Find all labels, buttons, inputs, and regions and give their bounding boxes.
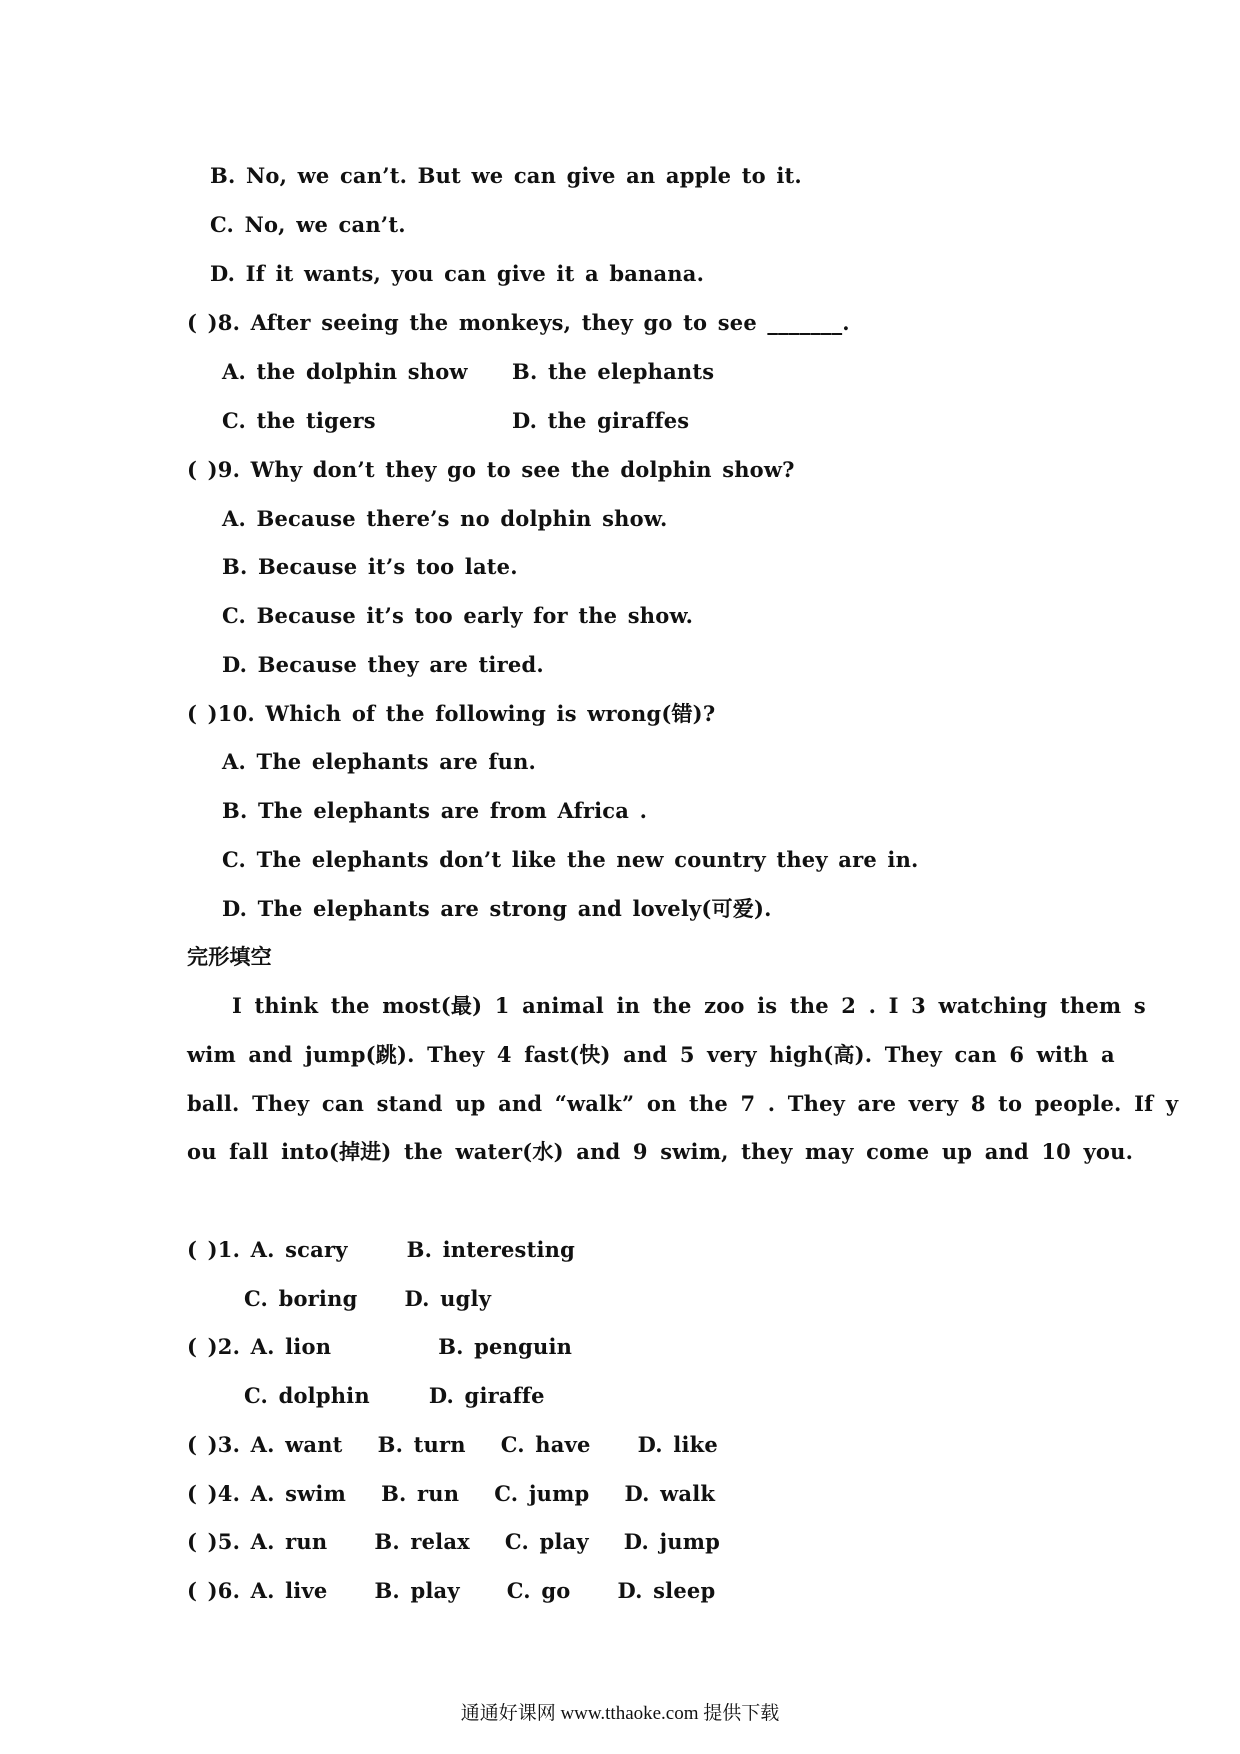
cloze-q5-option-b: B. relax [374,1529,470,1554]
cloze-passage-line: ou fall into(掉进) the water(水) and 9 swim, they may come up and 10 you. [187,1139,1134,1164]
cloze-q3-option-d: D. like [637,1432,718,1457]
q8-option-a: A. the dolphin show [222,359,468,384]
cloze-q6-option-c: C. go [506,1578,571,1603]
q7-option-b: B. No, we can’t. But we can give an apple to it. [210,163,802,188]
cloze-q1-option-d: D. ugly [404,1286,492,1311]
q10-option-d: D. The elephants are strong and lovely(可爱). [222,896,772,921]
cloze-q2-stem: ( )2. A. lion [187,1334,332,1359]
q9-option-a: A. Because there’s no dolphin show. [222,506,668,531]
cloze-q2-option-d: D. giraffe [428,1383,545,1408]
cloze-q2-more [244,1383,545,1409]
cloze-heading: 完形填空 [187,944,272,969]
cloze-q2-option-b: B. penguin [438,1334,573,1359]
cloze-q3 [187,1432,718,1458]
cloze-q4-option-d: D. walk [624,1481,716,1506]
cloze-q6-option-d: D. sleep [617,1578,716,1603]
cloze-q5 [187,1529,720,1555]
cloze-q6 [187,1578,715,1604]
cloze-q4-stem: ( )4. A. swim [187,1481,347,1506]
q7-option-d: D. If it wants, you can give it a banana. [210,261,705,286]
q10-option-c: C. The elephants don’t like the new country they are in. [222,847,919,872]
cloze-q2-option-c: C. dolphin [244,1383,370,1408]
cloze-q1-more [244,1286,491,1312]
cloze-passage-line: wim and jump(跳). They 4 fast(快) and 5 very high(高). They can 6 with a [187,1042,1115,1067]
q9-option-d: D. Because they are tired. [222,652,544,677]
cloze-q6-stem: ( )6. A. live [187,1578,328,1603]
cloze-q2 [187,1334,572,1360]
q8-option-d: D. the giraffes [512,408,690,433]
cloze-q1-stem: ( )1. A. scary [187,1237,348,1262]
q9-stem: ( )9. Why don’t they go to see the dolphin show? [187,457,795,482]
cloze-q4 [187,1481,715,1507]
q10-option-a: A. The elephants are fun. [222,749,537,774]
cloze-q5-stem: ( )5. A. run [187,1529,328,1554]
cloze-q1-option-b: B. interesting [406,1237,576,1262]
cloze-q1-option-c: C. boring [244,1286,358,1311]
cloze-q3-option-c: C. have [500,1432,591,1457]
q9-option-c: C. Because it’s too early for the show. [222,603,694,628]
q8-option-c: C. the tigers [222,408,376,433]
cloze-q3-option-b: B. turn [377,1432,466,1457]
page-footer: 通通好课网 www.tthaoke.com 提供下载 [460,1703,780,1724]
cloze-q5-option-c: C. play [504,1529,589,1554]
q9-option-b: B. Because it’s too late. [222,554,518,579]
cloze-passage-line: ball. They can stand up and “walk” on the 7 . They are very 8 to people. If y [187,1091,1179,1116]
cloze-q4-option-b: B. run [381,1481,460,1506]
q8-option-b: B. the elephants [512,359,715,384]
cloze-q6-option-b: B. play [374,1578,460,1603]
cloze-passage-line: I think the most(最) 1 animal in the zoo is the 2 . I 3 watching them s [232,993,1146,1018]
cloze-q3-stem: ( )3. A. want [187,1432,343,1457]
q10-option-b: B. The elephants are from Africa . [222,798,648,823]
cloze-q1 [187,1237,575,1263]
q8-stem: ( )8. After seeing the monkeys, they go to see _______. [187,310,850,335]
q10-stem: ( )10. Which of the following is wrong(错)? [187,701,716,726]
q7-option-c: C. No, we can’t. [210,212,406,237]
cloze-q5-option-d: D. jump [623,1529,721,1554]
cloze-q4-option-c: C. jump [494,1481,590,1506]
